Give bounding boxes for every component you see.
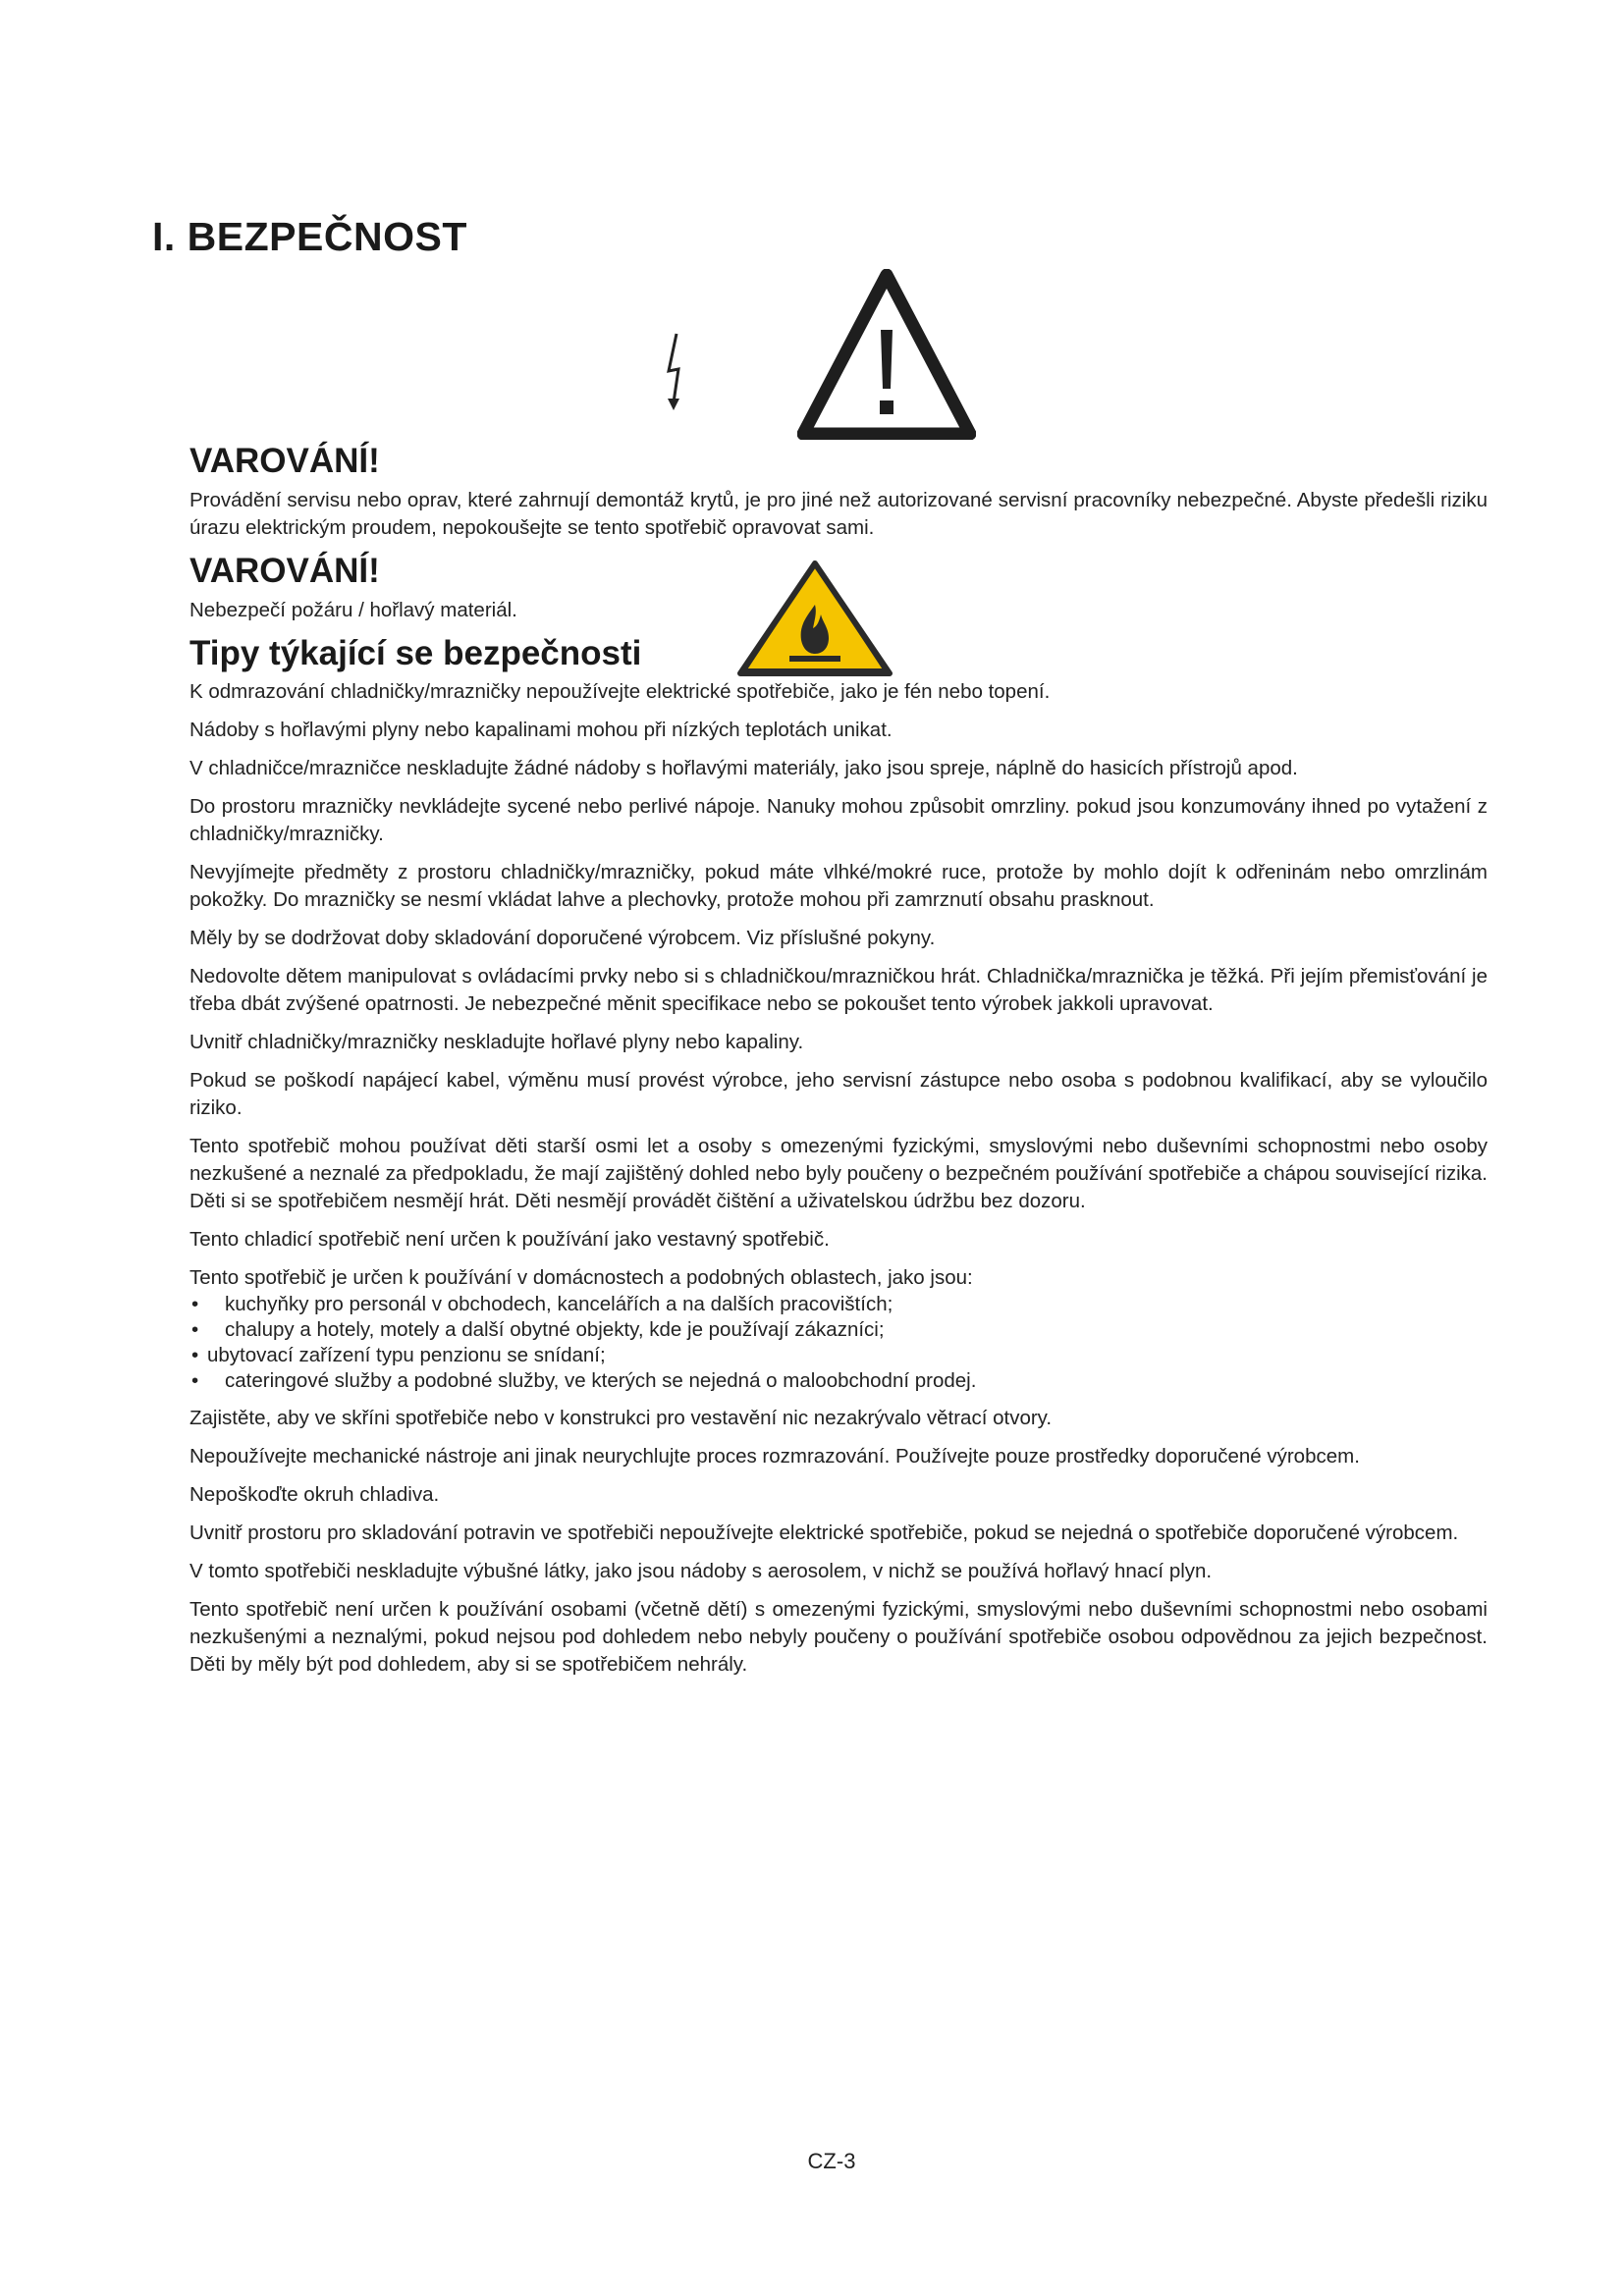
safety-paragraph: Nepoužívejte mechanické nástroje ani jinak neurychlujte proces rozmrazování. Používejte pouze prostředky doporučené výrobcem. xyxy=(189,1445,1360,1468)
list-intro: Tento spotřebič je určen k používání v domácnostech a podobných oblastech, jako jsou: xyxy=(189,1266,973,1290)
list-item: • chalupy a hotely, motely a další obytné objekty, kde je používají zákazníci; xyxy=(189,1317,1488,1343)
safety-paragraph: K odmrazování chladničky/mrazničky nepoužívejte elektrické spotřebiče, jako je fén nebo topení. xyxy=(189,680,1051,704)
page-title: I. BEZPEČNOST xyxy=(152,214,467,259)
content xyxy=(189,440,1488,1679)
safety-paragraph: Tento spotřebič není určen k používání osobami (včetně dětí) s omezenými fyzickými, smyslovými nebo duševními schopnostmi nebo osobami nezkušenými a neznalými, pokud nejsou pod dohledem nebo nebyly poučeny o používání spotřebiče osobou odpovědnou za jejich bezpečnost. Děti by měly být pod dohledem, aby si se spotřebičem nehrály. xyxy=(189,1598,1488,1677)
exclamation-warning-icon xyxy=(797,269,976,440)
lightning-bolt-icon xyxy=(661,332,690,416)
safety-paragraph: Uvnitř chladničky/mrazničky neskladujte hořlavé plyny nebo kapaliny. xyxy=(189,1031,804,1054)
list-item: • cateringové služby a podobné služby, ve kterých se nejedná o maloobchodní prodej. xyxy=(189,1368,1488,1394)
safety-paragraph: Měly by se dodržovat doby skladování doporučené výrobcem. Viz příslušné pokyny. xyxy=(189,927,936,950)
safety-paragraph: Tento spotřebič mohou používat děti starší osmi let a osoby s omezenými fyzickými, smyslovými nebo duševními schopnostmi nebo osoby nezkušené a neznalé za předpokladu, že mají zajištěný dohled nebo byly poučeny o bezpečném používání spotřebiče a chápou související rizika. Děti si se spotřebičem nesmějí hrát. Děti nesmějí provádět čištění a uživatelskou údržbu bez dozoru. xyxy=(189,1135,1488,1213)
list-item: • kuchyňky pro personál v obchodech, kancelářích a na dalších pracovištích; xyxy=(189,1292,1488,1317)
page-number: CZ-3 xyxy=(807,2149,856,2173)
safety-paragraph: Pokud se poškodí napájecí kabel, výměnu musí provést výrobce, jeho servisní zástupce nebo osoba s podobnou kvalifikací, aby se vyloučilo riziko. xyxy=(189,1069,1488,1120)
safety-paragraph: Nádoby s hořlavými plyny nebo kapalinami mohou při nízkých teplotách unikat. xyxy=(189,719,893,742)
safety-paragraph: Zajistěte, aby ve skříni spotřebiče nebo v konstrukci pro vestavění nic nezakrývalo větrací otvory. xyxy=(189,1407,1053,1430)
safety-paragraph: V tomto spotřebiči neskladujte výbušné látky, jako jsou nádoby s aerosolem, v nichž se používá hořlavý hnací plyn. xyxy=(189,1560,1213,1583)
tips-heading: Tipy týkající se bezpečnosti xyxy=(189,633,642,672)
safety-paragraph: V chladničce/mrazničce neskladujte žádné nádoby s hořlavými materiály, jako jsou spreje, náplně do hasicích přístrojů apod. xyxy=(189,757,1298,780)
safety-paragraph: Nepoškoďte okruh chladiva. xyxy=(189,1483,440,1507)
usage-list xyxy=(189,1292,1488,1394)
safety-paragraph: Nevyjímejte předměty z prostoru chladničky/mrazničky, pokud máte vlhké/mokré ruce, protože by mohlo dojít k odřeninám nebo omrzlinám pokožky. Do mrazničky se nesmí vkládat lahve a plechovky, protože mohou při zamrznutí obsahu prasknout. xyxy=(189,861,1488,912)
warning-text: Provádění servisu nebo oprav, které zahrnují demontáž krytů, je pro jiné než autorizované servisní pracovníky nebezpečné. Abyste předešli riziku úrazu elektrickým proudem, nepokoušejte se tento spotřebič opravovat sami. xyxy=(189,488,1488,539)
warning-heading: VAROVÁNÍ! xyxy=(189,551,380,590)
list-item: • ubytovací zařízení typu penzionu se snídaní; xyxy=(189,1343,1488,1368)
safety-paragraph: Do prostoru mrazničky nevkládejte sycené nebo perlivé nápoje. Nanuky mohou způsobit omrzliny. pokud jsou konzumovány ihned po vytažení z chladničky/mrazničky. xyxy=(189,795,1488,846)
safety-paragraph: Uvnitř prostoru pro skladování potravin ve spotřebiči nepoužívejte elektrické spotřebiče, pokud se nejedná o spotřebiče doporučené výrobcem. xyxy=(189,1522,1459,1545)
safety-paragraph: Nedovolte dětem manipulovat s ovládacími prvky nebo si s chladničkou/mrazničkou hrát. Chladnička/mraznička je těžká. Při jejím přemisťování je třeba dbát zvýšené opatrnosti. Je nebezpečné měnit specifikace nebo se pokoušet tento výrobek jakkoli upravovat. xyxy=(189,965,1488,1016)
warning-heading: VAROVÁNÍ! xyxy=(189,442,380,480)
safety-paragraph: Tento chladicí spotřebič není určen k používání jako vestavný spotřebič. xyxy=(189,1228,830,1252)
warning-text: Nebezpečí požáru / hořlavý materiál. xyxy=(189,598,517,621)
